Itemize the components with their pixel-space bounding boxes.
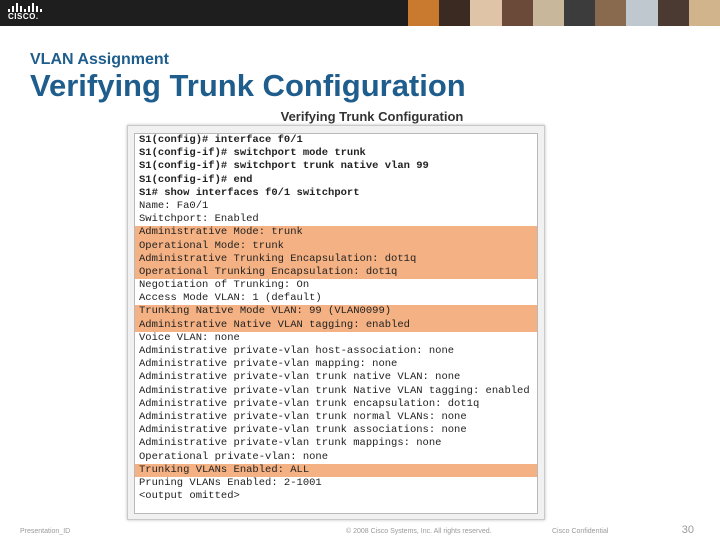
footer-confidential: Cisco Confidential — [552, 528, 609, 535]
content-title: Verifying Trunk Configuration — [280, 109, 464, 124]
terminal-line-highlighted: Operational Trunking Encapsulation: dot1q — [135, 266, 537, 279]
terminal-output — [134, 133, 538, 514]
terminal-line: <output omitted> — [139, 490, 240, 503]
footer-presentation-id: Presentation_ID — [20, 528, 71, 535]
banner-photo — [439, 0, 470, 26]
terminal-command-line: S1# show interfaces f0/1 switchport — [139, 186, 360, 199]
terminal-command-line: S1(config)# interface f0/1 — [139, 134, 303, 146]
terminal-line: Negotiation of Trunking: On — [139, 279, 310, 292]
page-number: 30 — [681, 524, 694, 536]
terminal-line: Switchport: Enabled — [139, 213, 259, 226]
terminal-command-line: S1(config-if)# switchport mode trunk — [139, 147, 366, 160]
banner-photo — [502, 0, 533, 26]
banner-photo — [595, 0, 626, 26]
section-title: VLAN Assignment — [30, 51, 169, 68]
banner-photo — [470, 0, 501, 26]
terminal-line-highlighted: Operational Mode: trunk — [135, 240, 537, 253]
terminal-line-highlighted: Trunking Native Mode VLAN: 99 (VLAN0099) — [135, 305, 537, 318]
cisco-logo-bars-icon — [8, 3, 44, 12]
banner-photo — [689, 0, 720, 26]
terminal-line-highlighted: Administrative Trunking Encapsulation: dot1q — [135, 253, 537, 266]
top-banner — [0, 0, 720, 26]
terminal-line: Administrative private-vlan trunk Native VLAN tagging: enabled — [139, 384, 530, 397]
terminal-line: Name: Fa0/1 — [139, 199, 209, 212]
terminal-line: Voice VLAN: none — [139, 331, 240, 344]
terminal-line: Administrative private-vlan trunk native VLAN: none — [139, 371, 461, 384]
terminal-line-highlighted: Trunking VLANs Enabled: ALL — [135, 464, 537, 477]
banner-photo — [408, 0, 439, 26]
page-title: Verifying Trunk Configuration — [30, 68, 466, 103]
terminal-line: Administrative private-vlan mapping: none — [139, 358, 398, 371]
terminal-line: Administrative private-vlan trunk normal VLANs: none — [139, 410, 467, 423]
cisco-logo — [8, 3, 44, 23]
banner-photo — [626, 0, 657, 26]
terminal-line: Administrative private-vlan trunk encapsulation: dot1q — [139, 397, 480, 410]
terminal-line: Administrative private-vlan host-association: none — [139, 345, 455, 357]
terminal-line: Operational private-vlan: none — [139, 450, 329, 463]
terminal-line: Administrative private-vlan trunk mappings: none — [139, 437, 442, 450]
terminal-command-line: S1(config-if)# end — [139, 173, 253, 186]
cisco-logo-text: CISCO. — [8, 12, 39, 21]
terminal-line-highlighted: Administrative Native VLAN tagging: enabled — [135, 319, 537, 332]
banner-photo — [533, 0, 564, 26]
terminal-line: Administrative private-vlan trunk associations: none — [139, 424, 467, 437]
terminal-command-line: S1(config-if)# switchport trunk native vlan 99 — [139, 160, 429, 173]
banner-photo-strip — [408, 0, 720, 26]
terminal-line-highlighted: Administrative Mode: trunk — [135, 226, 537, 239]
terminal-line: Pruning VLANs Enabled: 2-1001 — [139, 476, 322, 489]
terminal-line: Access Mode VLAN: 1 (default) — [139, 292, 322, 305]
footer-copyright: © 2008 Cisco Systems, Inc. All rights reserved. — [346, 528, 492, 535]
banner-photo — [658, 0, 689, 26]
banner-photo — [564, 0, 595, 26]
